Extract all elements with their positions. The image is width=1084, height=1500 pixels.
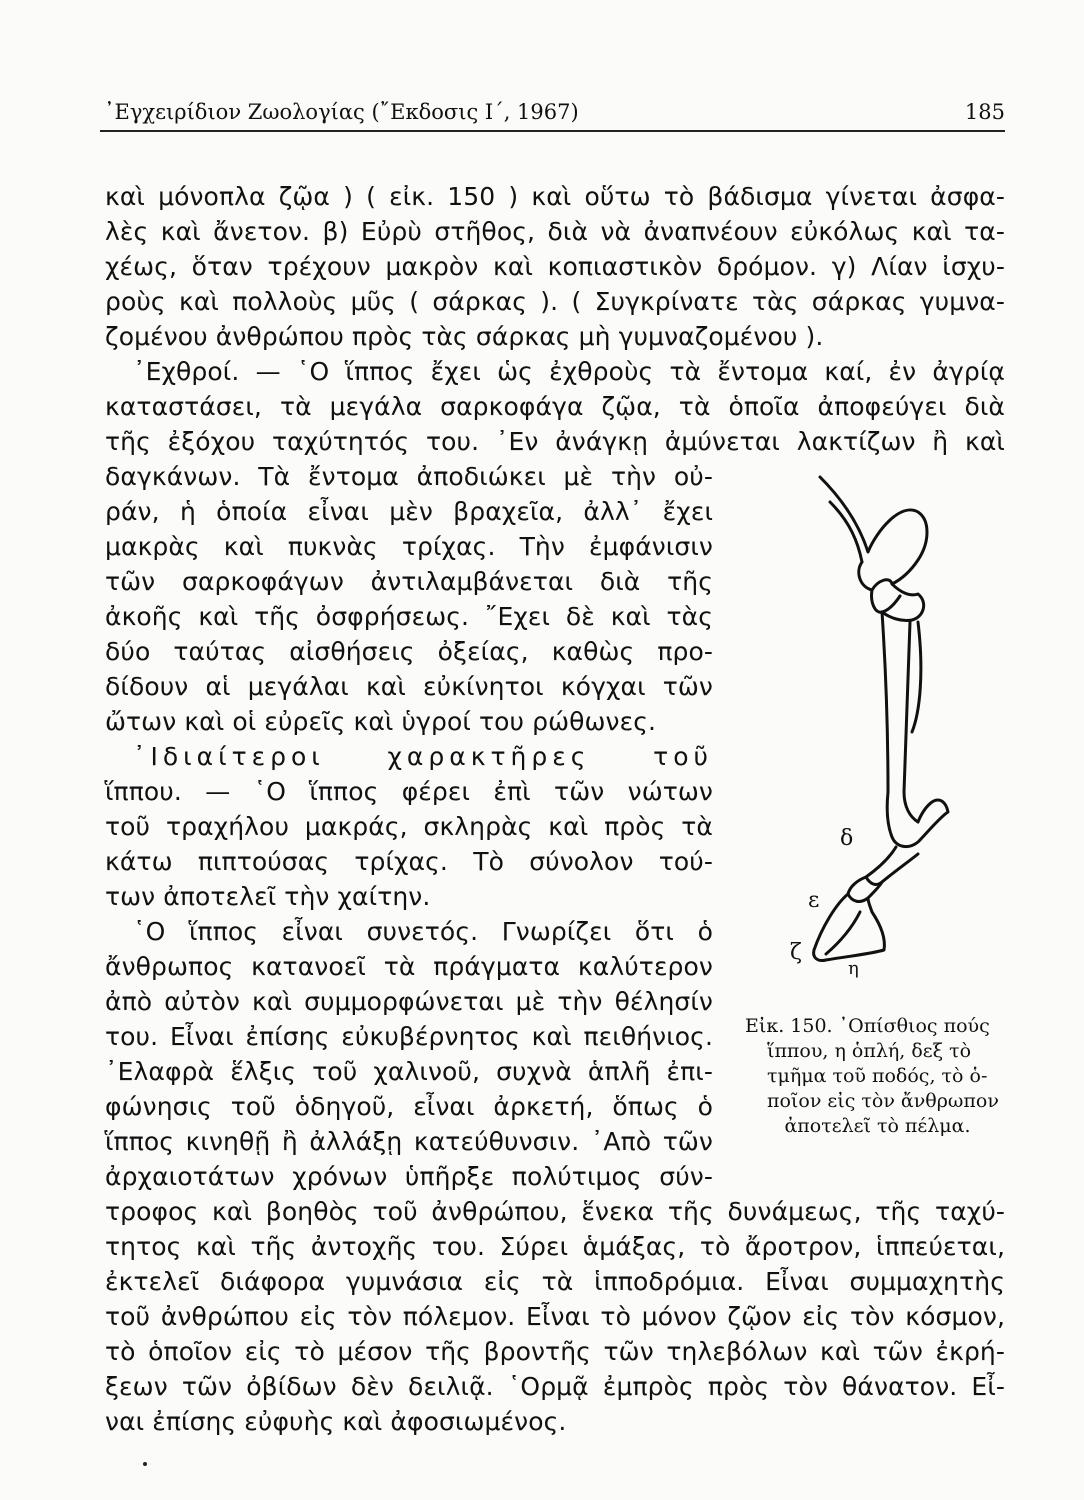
tarsal-bone [872, 590, 900, 612]
figure-label-delta: δ [840, 826, 854, 851]
text-line: δαγκάνων. Τὰ ἔντομα ἀποδιώκει μὲ τὴν οὐ- [105, 462, 713, 491]
text-line: τροφος καὶ βοηθὸς τοῦ ἀνθρώπου, ἕνεκα τῆς δυνάμεως, τῆς ταχύ- [105, 1197, 1005, 1226]
text-line: του. Εἶναι ἐπίσης εὐκυβέρνητος καὶ πειθήνιος. [105, 1022, 713, 1051]
text-line: ἀρχαιοτάτων χρόνων ὑπῆρξε πολύτιμος σύν- [105, 1162, 713, 1191]
text-line: καταστάσει, τὰ μεγάλα σαρκοφάγα ζῷα, τὰ ὁποῖα ἀποφεύγει διὰ [105, 392, 1005, 421]
text-line: καὶ μόνοπλα ζῷα ) ( εἰκ. 150 ) καὶ οὕτω τὸ βάδισμα γίνεται ἀσφα- [105, 182, 1005, 211]
splint-bone [912, 622, 921, 732]
running-header [100, 98, 1005, 132]
figure-caption [745, 1014, 1010, 1139]
hock-joint [859, 562, 924, 621]
text-line: δύο ταύτας αἰσθήσεις ὀξείας, καθὼς προ- [105, 637, 713, 666]
figure-label-eta: η [848, 958, 859, 979]
hoof-inner [826, 912, 860, 954]
text-line: ἐκτελεῖ διάφορα γυμνάσια εἰς τὰ ἱπποδρόμια. Εἶναι συμμαχητὴς [105, 1267, 1005, 1296]
page-number: 185 [964, 100, 1005, 124]
caption-line: ἵππου, η ὁπλή, δεξ τὸ [767, 1040, 972, 1062]
header-title: ᾿Εγχειρίδιον Ζωολογίας (῎Εκδοσις Ι΄, 1967) [104, 100, 579, 124]
text-line: δίδουν αἱ μεγάλαι καὶ εὐκίνητοι κόγχαι τῶν [105, 672, 713, 701]
text-line: τὸ ὁποῖον εἰς τὸ μέσον τῆς βροντῆς τῶν τηλεβόλων καὶ τῶν ἐκρή- [105, 1337, 1005, 1366]
text-line: χέως, ὅταν τρέχουν μακρὸν καὶ κοπιαστικὸν δρόμον. γ) Λίαν ἰσχυ- [105, 252, 1005, 281]
text-line: ὤτων καὶ οἱ εὐρεῖς καὶ ὑγροί του ρώθωνες. [105, 707, 657, 736]
caption-line: ἀποτελεῖ τὸ πέλμα. [784, 1115, 971, 1137]
fetlock-joint [892, 800, 948, 847]
tibia-bone [820, 477, 927, 584]
figure-label-zeta: ζ [790, 940, 802, 965]
caption-line: Εἰκ. 150. ᾿Οπίσθιος πούς [745, 1015, 990, 1037]
text-line: κάτω πιπτούσας τρίχας. Τὸ σύνολον τού- [105, 847, 713, 876]
text-line: των ἀποτελεῖ τὴν χαίτην. [105, 882, 431, 911]
short-pastern [848, 877, 882, 901]
caption-line: τμῆμα τοῦ ποδός, τὸ ὁ- [767, 1065, 988, 1087]
horse-hind-leg-figure [800, 472, 1000, 992]
text-line: τητος καὶ τῆς ἀντοχῆς του. Σύρει ἁμάξας, τὸ ἄροτρον, ἱππεύεται, [105, 1232, 1005, 1261]
text-line: ναι ἐπίσης εὐφυὴς καὶ ἀφοσιωμένος. [105, 1407, 567, 1436]
text-line: ἀπὸ αὐτὸν καὶ συμμορφώνεται μὲ τὴν θέλησίν [105, 987, 713, 1016]
section-heading-enemies: ᾿Εχθροί. — ῾Ο ἵππος ἔχει ὡς ἐχθροὺς τὰ ἔντομα καί, ἐν ἀγρίᾳ [133, 357, 1005, 386]
text-line: τοῦ τραχήλου μακράς, σκληρὰς καὶ πρὸς τὰ [105, 812, 713, 841]
text-line: ἄνθρωπος κατανοεῖ τὰ πράγματα καλύτερον [105, 952, 713, 981]
figure-label-epsilon: ε [808, 888, 820, 913]
caption-line: ποῖον εἰς τὸν ἄνθρωπον [767, 1090, 999, 1112]
cannon-bone-left [882, 612, 892, 837]
text-line: ράν, ἡ ὁποία εἶναι μὲν βραχεῖα, ἀλλ᾿ ἔχει [105, 497, 713, 526]
pastern-bone [866, 847, 918, 884]
text-line: ζομένου ἀνθρώπου πρὸς τὰς σάρκας μὴ γυμναζομένου ). [105, 322, 824, 351]
text-line: ἵππου. — ῾Ο ἵππος φέρει ἐπὶ τῶν νώτων [105, 777, 713, 806]
text-line: τῆς ἐξόχου ταχύτητός του. ᾿Εν ἀνάγκῃ ἀμύνεται λακτίζων ἢ καὶ [105, 427, 1005, 456]
page-speck [143, 1462, 147, 1466]
text-line: μακρὰς καὶ πυκνὰς τρίχας. Τὴν ἐμφάνισιν [105, 532, 713, 561]
text-line: τῶν σαρκοφάγων ἀντιλαμβάνεται διὰ τῆς [105, 567, 713, 596]
tibia-inner [830, 502, 862, 562]
section-heading-characteristics: ᾿Ιδιαίτεροι χαρακτῆρες τοῦ [133, 742, 713, 771]
text-line: ἵππος κινηθῇ ἢ ἀλλάξῃ κατεύθυνσιν. ᾿Απὸ τῶν [105, 1127, 713, 1156]
text-line: φώνησις τοῦ ὁδηγοῦ, εἶναι ἀρκετή, ὅπως ὁ [105, 1092, 713, 1121]
text-line: ξεων τῶν ὀβίδων δὲν δειλιᾷ. ῾Ορμᾷ ἐμπρὸς πρὸς τὸν θάνατον. Εἶ- [105, 1372, 1005, 1401]
text-line: τοῦ ἀνθρώπου εἰς τὸν πόλεμον. Εἶναι τὸ μόνον ζῷον εἰς τὸν κόσμον, [105, 1302, 1005, 1331]
text-line: ροὺς καὶ πολλοὺς μῦς ( σάρκας ). ( Συγκρίνατε τὰς σάρκας γυμνα- [105, 287, 1005, 316]
text-line: λὲς καὶ ἄνετον. β) Εὐρὺ στῆθος, διὰ νὰ ἀναπνέουν εὐκόλως καὶ τα- [105, 217, 1005, 246]
text-line: ᾿Ελαφρὰ ἕλξις τοῦ χαλινοῦ, συχνὰ ἁπλῆ ἐπι- [105, 1057, 713, 1086]
text-line: ἀκοῆς καὶ τῆς ὀσφρήσεως. ῎Εχει δὲ καὶ τὰς [105, 602, 713, 631]
text-line: ῾Ο ἵππος εἶναι συνετός. Γνωρίζει ὅτι ὁ [133, 917, 713, 946]
